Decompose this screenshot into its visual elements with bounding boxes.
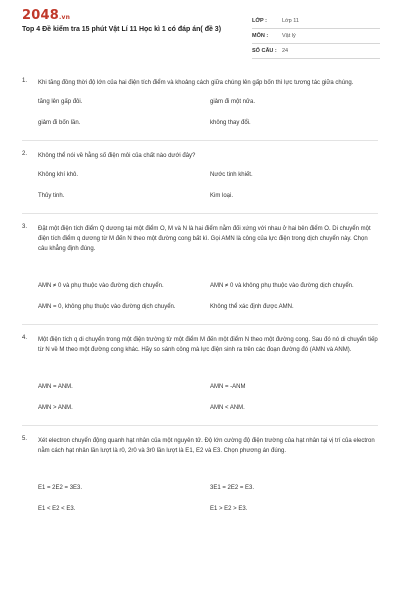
option-d[interactable]: AMN < ANM. [210, 405, 245, 411]
meta-value: 24 [282, 48, 289, 54]
question-list [0, 78, 400, 514]
option-d[interactable]: Không thể xác định được AMN. [210, 304, 294, 310]
option-b[interactable]: giảm đi một nửa. [210, 99, 256, 105]
meta-value: Lớp 11 [282, 18, 299, 24]
meta-key: SỐ CÂU : [252, 48, 277, 54]
option-a[interactable]: tăng lên gấp đôi. [38, 99, 83, 105]
question-5 [0, 436, 400, 514]
options-grid [38, 484, 378, 514]
option-c[interactable]: giảm đi bốn lần. [38, 120, 81, 126]
question-stem: Đặt một điện tích điểm Q dương tại một điểm O, M và N là hai điểm nằm đối xứng với nhau ở hai bên điểm O. Di chuyển một điện tích điểm q dương từ M đến N theo một đường cong bất kì. Gọi AMN là công của lực điện trong dịch chuyển này. Chọn câu khẳng định đúng. [38, 226, 371, 252]
spacer [38, 365, 378, 383]
option-c[interactable]: Thủy tinh. [38, 193, 65, 199]
question-number: 3. [22, 224, 28, 230]
meta-key: LỚP : [252, 18, 267, 24]
option-a[interactable]: Không khí khô. [38, 172, 79, 178]
meta-row-subject [252, 29, 380, 44]
logo-sub: .vn [58, 14, 71, 21]
question-number: 4. [22, 335, 28, 341]
option-b[interactable]: 3E1 = 2E2 = E3. [210, 485, 255, 491]
divider [22, 140, 378, 141]
divider [22, 324, 378, 325]
option-b[interactable]: AMN = -ANM [210, 384, 246, 390]
option-c[interactable]: AMN = 0, không phụ thuộc vào đường dịch chuyển. [38, 304, 176, 310]
question-4 [0, 335, 400, 413]
option-b[interactable]: AMN ≠ 0 và không phụ thuộc vào đường dịch chuyển. [210, 283, 354, 289]
question-2 [0, 151, 400, 201]
question-number: 2. [22, 151, 28, 157]
option-d[interactable]: không thay đổi. [210, 120, 251, 126]
question-1 [0, 78, 400, 128]
question-3 [0, 224, 400, 312]
meta-key: MÔN : [252, 33, 269, 39]
meta-info [252, 14, 380, 59]
meta-value: Vật lý [282, 33, 296, 39]
spacer [38, 264, 378, 282]
question-stem: Không thể nói về hằng số điện môi của chất nào dưới đây? [38, 153, 196, 159]
question-stem: Xét electron chuyển động quanh hạt nhân của một nguyên tử. Độ lớn cường độ điện trường của hạt nhân tại vị trí của electron nằm cách hạt nhân lần lượt là r0, 2r0 và 3r0 lần lượt là E1, E2 và E3. Chọn phương án đúng. [38, 438, 375, 454]
options-grid [38, 282, 378, 312]
meta-row-count [252, 44, 380, 59]
options-grid [38, 383, 378, 413]
option-c[interactable]: E1 < E2 < E3. [38, 506, 76, 512]
option-a[interactable]: E1 = 2E2 = 3E3. [38, 485, 83, 491]
options-grid [38, 171, 378, 201]
question-number: 5. [22, 436, 28, 442]
divider [22, 213, 378, 214]
question-stem: Một điện tích q di chuyển trong một điện trường từ một điểm M đến một điểm N theo một đường cong. Sau đó nó di chuyển tiếp từ N về M theo một đường cong khác. Hãy so sánh công mà lực điện sinh ra trên các đoạn đường đó (AMN và ANM). [38, 337, 378, 353]
page-header [0, 0, 400, 62]
option-b[interactable]: Nước tinh khiết. [210, 172, 253, 178]
site-logo[interactable] [22, 8, 70, 23]
spacer [38, 466, 378, 484]
options-grid [38, 98, 378, 128]
question-number: 1. [22, 78, 28, 84]
page-title: Top 4 Đề kiểm tra 15 phút Vật Lí 11 Học kì 1 có đáp án( đề 3) [22, 26, 222, 33]
meta-row-class [252, 14, 380, 29]
option-d[interactable]: Kim loại. [210, 193, 234, 199]
option-a[interactable]: AMN ≠ 0 và phụ thuộc vào đường dịch chuyển. [38, 283, 164, 289]
logo-main: 2048 [22, 8, 59, 23]
question-stem: Khi tăng đồng thời độ lớn của hai điện tích điểm và khoảng cách giữa chúng lên gấp bốn thì lực tương tác giữa chúng. [38, 80, 354, 86]
option-a[interactable]: AMN = ANM. [38, 384, 73, 390]
option-c[interactable]: AMN > ANM. [38, 405, 73, 411]
option-d[interactable]: E1 > E2 > E3. [210, 506, 248, 512]
divider [22, 425, 378, 426]
